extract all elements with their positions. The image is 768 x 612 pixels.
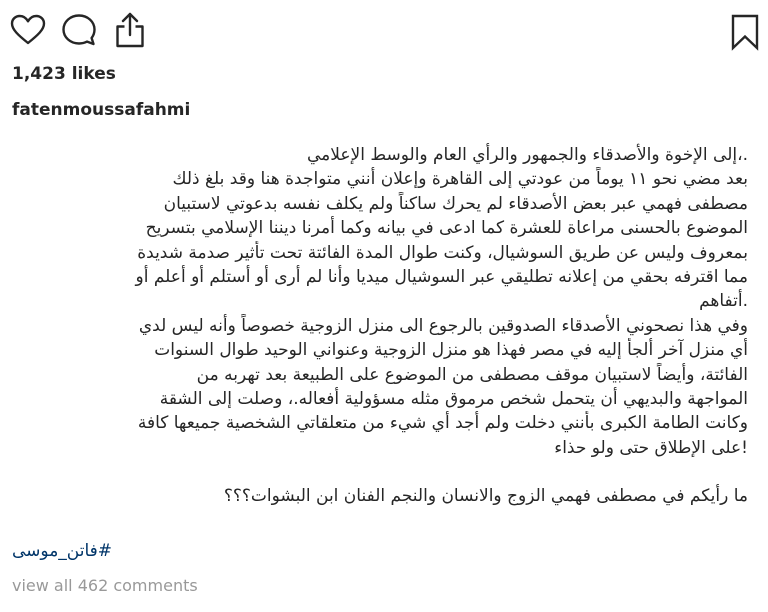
- caption-line: الفائتة، وأيضاً لاستبيان موقف مصطفى من الموضوع على الطبيعة بعد تهربه من: [196, 364, 748, 385]
- caption-line: الموضوع بالحسنى مراعاة للعشرة كما ادعى في بيانه وكما أمرنا ديننا الإسلامي بتسريح: [145, 218, 748, 239]
- caption-line: مصطفى فهمي عبر بعض الأصدقاء لم يحرك ساكناً ولم يكلف نفسه بدعوتي لاستبيان: [163, 193, 748, 214]
- caption-line: ما رأيكم في مصطفى فهمي الزوج والانسان والنجم الفنان ابن البشوات؟؟؟: [223, 486, 748, 507]
- post-caption: [12, 143, 748, 509]
- comment-icon[interactable]: [61, 13, 97, 47]
- caption-line: المواجهة والبديهي أن يتحمل شخص مرموق مثله مسؤولية أفعاله.، وصلت إلى الشقة: [159, 388, 748, 409]
- caption-line: مما اقترفه بحقي من إعلانه تطليقي عبر السوشيال ميديا وأنا لم أرى أو أستلم أو أعلم أو: [135, 266, 748, 287]
- caption-line: .،إلى الإخوة والأصدقاء والجمهور والرأي العام والوسط الإعلامي: [306, 145, 748, 165]
- caption-line: !على الإطلاق حتى ولو حذاء: [554, 437, 748, 458]
- likes-count[interactable]: 1,423 likes: [12, 64, 116, 84]
- caption-line: أي منزل آخر ألجأ إليه في مصر فهذا هو منزل الزوجية وعنواني الوحيد طوال السنوات: [154, 340, 748, 361]
- post-action-bar: [0, 0, 768, 60]
- caption-spacer: [12, 460, 748, 484]
- share-icon[interactable]: [112, 11, 148, 49]
- hashtag-link[interactable]: فاتن_موسى#: [12, 541, 113, 561]
- caption-line: بعد مضي نحو ١١ يوماً من عودتي إلى القاهرة وإعلان أنني متواجدة هنا وقد بلغ ذلك: [172, 169, 748, 190]
- view-all-comments-link[interactable]: view all 462 comments: [12, 576, 198, 595]
- username-link[interactable]: fatenmoussafahmi: [12, 100, 191, 120]
- bookmark-icon[interactable]: [730, 13, 760, 51]
- heart-icon[interactable]: [10, 14, 46, 46]
- caption-line: بمعروف وليس عن طريق السوشيال، وكنت طوال المدة الفائتة تحت تأثير صدمة شديدة: [137, 242, 748, 263]
- caption-line: وفي هذا نصحوني الأصدقاء الصدوقين بالرجوع الى منزل الزوجية خصوصاً وأنه ليس لدي: [138, 315, 748, 336]
- caption-line: وكانت الطامة الكبرى بأنني دخلت ولم أجد أي شيء من متعلقاتي الشخصية جميعها كافة: [137, 413, 748, 434]
- caption-line: .أتفاهم: [699, 291, 748, 312]
